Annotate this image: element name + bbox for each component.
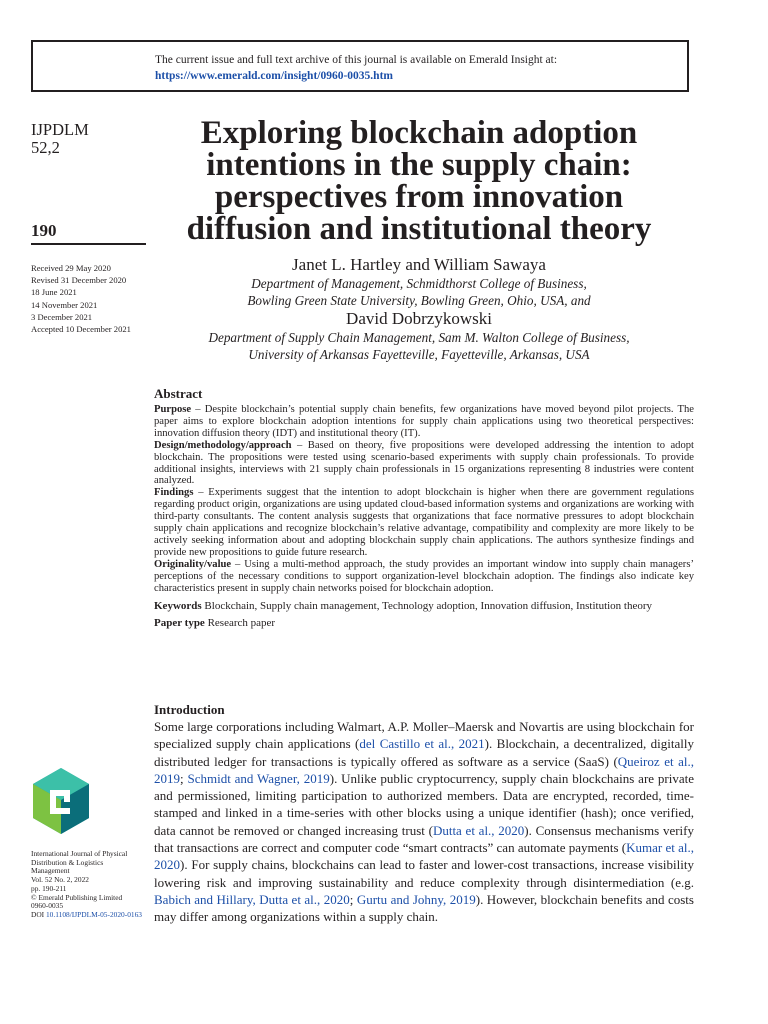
journal-volume: 52,2 — [31, 138, 60, 157]
paper-type-label: Paper type — [154, 616, 205, 629]
footer-line: Distribution & Logistics — [31, 857, 104, 867]
purpose-label: Purpose — [154, 404, 192, 415]
author-names: David Dobrzykowski — [346, 309, 492, 328]
footer-line: Vol. 52 No. 2, 2022 — [31, 875, 89, 885]
keywords-label: Keywords — [154, 599, 202, 612]
footer-line: pp. 190-211 — [31, 883, 67, 893]
abstract-design — [154, 440, 694, 488]
citation-link[interactable]: Queiroz et al., 2019 — [154, 753, 694, 786]
emerald-logo-icon — [30, 766, 92, 838]
date-line: Revised 31 December 2020 — [31, 275, 127, 286]
date-line: Received 29 May 2020 — [31, 263, 111, 273]
body-text: Some large corporations including Walmart, A.P. Moller–Maersk and Novartis are using blockchain for specialized supply chain applications ( — [154, 719, 694, 752]
body-paragraph — [154, 718, 694, 926]
submission-dates — [31, 262, 131, 335]
citation-link[interactable]: Kumar et al., 2020 — [154, 840, 694, 873]
affiliation: Department of Management, Schmidthorst College of Business, — [251, 276, 587, 291]
date-line: 18 June 2021 — [31, 287, 77, 298]
footer-line: © Emerald Publishing Limited — [31, 892, 123, 902]
affiliation: Bowling Green State University, Bowling Green, Ohio, USA, and — [247, 293, 591, 308]
findings-label: Findings — [154, 487, 194, 499]
originality-label: Originality/value — [154, 558, 232, 570]
abstract — [154, 385, 694, 629]
abstract-findings — [154, 487, 694, 558]
findings-text: – Experiments suggest that the intention to adopt blockchain is higher when there are government regulations regarding product origin, organizations are using updated cloud-based information systems and organizations are working with third-party consultants. The content analysis suggests that organizations that face normative pressures to adopt blockchain supply chain applications and recognize blockchain’s relative advantage, compatibility and complexity are more likely to be actively seeking information about and adopting blockchain supply chain applications. The authors synthesize findings and provide new propositions to guide future research. — [154, 487, 694, 558]
affiliation: Department of Supply Chain Management, Sam M. Walton College of Business, — [208, 330, 630, 345]
journal-url-link[interactable]: https://www.emerald.com/insight/0960-0035.htm — [155, 70, 393, 82]
journal-info — [31, 121, 89, 157]
citation-link[interactable]: Schmidt and Wagner, 2019 — [187, 770, 330, 786]
abstract-originality — [154, 559, 694, 595]
keywords-text: Blockchain, Supply chain management, Technology adoption, Innovation diffusion, Institution theory — [201, 599, 653, 612]
publication-info — [31, 850, 151, 920]
body-text: ). Blockchain, a decentralized, digitally distributed ledger for transactions is typically offered as software as a service (SaaS) ( — [154, 736, 694, 769]
body-text: ; — [180, 770, 188, 786]
date-line: 14 November 2021 — [31, 299, 98, 310]
journal-access-banner — [31, 40, 689, 92]
purpose-text: – Despite blockchain’s potential supply chain benefits, few organizations have moved beyond pilot projects. The paper aims to explore blockchain adoption intentions for supply chain applications using two theoretical perspectives: innovation diffusion theory (IDT) and institutional theory (IT). — [154, 404, 694, 439]
divider — [31, 243, 146, 245]
footer-line: Management — [31, 866, 70, 876]
citation-link[interactable]: Gurtu and Johny, 2019 — [356, 891, 476, 907]
footer-line: International Journal of Physical — [31, 849, 128, 858]
section-heading: Introduction — [154, 702, 225, 717]
date-line: 3 December 2021 — [31, 311, 93, 322]
paper-type-text: Research paper — [204, 616, 276, 629]
doi-link[interactable]: 10.1108/IJPDLM-05-2020-0163 — [45, 909, 142, 919]
title-line: diffusion and institutional theory — [186, 211, 652, 247]
date-line: Accepted 10 December 2021 — [31, 324, 131, 335]
body-text: ). However, blockchain benefits and costs may differ among organizations within a supply chain. — [154, 891, 694, 925]
originality-text: – Using a multi-method approach, the study provides an important window into supply chain managers’ perceptions of the necessary conditions to support organization-level blockchain adoption. The findings also indicate key characteristics present in supply chain networks poised for blockchain adoption. — [154, 558, 694, 594]
banner-text: The current issue and full text archive of this journal is available on Emerald Insight at: — [155, 54, 558, 66]
affiliation: University of Arkansas Fayetteville, Fayetteville, Arkansas, USA — [248, 347, 590, 362]
title-line: perspectives from innovation — [214, 179, 624, 215]
body-text: ). Consensus mechanisms verify that transactions are correct and computer code “smart contracts” can automate payments ( — [154, 822, 694, 856]
citation-link[interactable]: del Castillo et al., 2021 — [359, 736, 485, 752]
design-label: Design/methodology/approach — [154, 439, 292, 451]
doi-label: DOI — [31, 909, 46, 919]
journal-abbrev: IJPDLM — [31, 120, 89, 139]
introduction-section — [154, 701, 694, 926]
citation-link[interactable]: Dutta et al., 2020 — [432, 822, 525, 838]
footer-line: 0960-0035 — [31, 901, 64, 911]
paper-type — [154, 618, 694, 630]
design-text: – Based on theory, five propositions were developed addressing the intention to adopt blockchain. The propositions were tested using scenario-based experiments with supply chain professionals. To provide additional insights, interviews with 21 supply chain professionals in 15 organizations representing 8 industries were content analyzed. — [154, 439, 694, 487]
title-line: intentions in the supply chain: — [206, 147, 632, 183]
author-names: Janet L. Hartley and William Sawaya — [292, 255, 546, 274]
body-text: ; — [349, 891, 357, 907]
paper-title — [150, 117, 688, 245]
page-number: 190 — [31, 221, 57, 240]
body-text: ). For supply chains, blockchains can lead to faster and lower-cost transactions, increase visibility lowering risk and improving sustainability and reduce complexity through disintermediation (e.g. — [154, 857, 694, 890]
doi-line — [31, 911, 151, 920]
body-text: ). Unlike public cryptocurrency, supply chain blockchains are private and permissioned, limiting participation to authorized members. Data are encrypted, recorded, time-stamped and linked in a time-series with other blocks using a unique identifier (hash); once verified, data cannot be removed or changed increasing trust ( — [154, 770, 694, 838]
abstract-heading: Abstract — [154, 386, 203, 401]
abstract-purpose — [154, 404, 694, 440]
title-line: Exploring blockchain adoption — [200, 115, 638, 151]
author-block — [150, 255, 688, 363]
citation-link[interactable]: Babich and Hillary, Dutta et al., 2020 — [154, 891, 350, 907]
keywords — [154, 599, 694, 613]
